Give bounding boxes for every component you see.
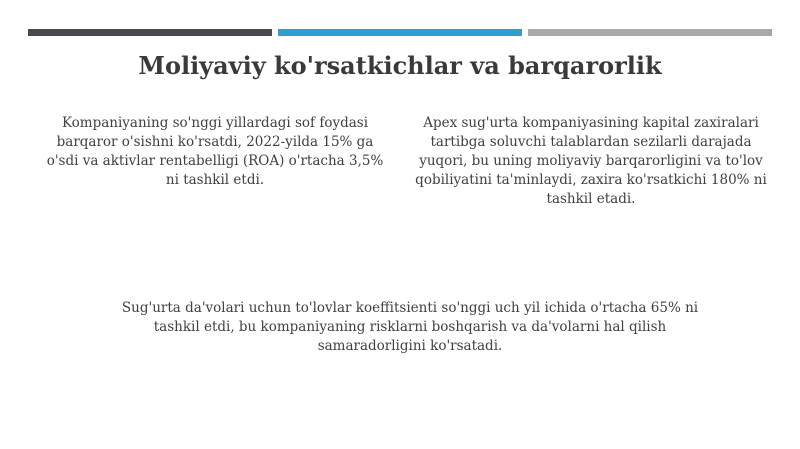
paragraph-claims-ratio: Sug'urta da'volari uchun to'lovlar koeffitsienti so'nggi uch yil ichida o'rtacha 65% ni tashkil etdi, bu kompaniyaning risklarni boshqarish va da'volarni hal qilish samaradorligini ko'rsatadi. bbox=[121, 300, 699, 354]
slide-title: Moliyaviy ko'rsatkichlar va barqarorlik bbox=[138, 51, 662, 80]
paragraph-net-profit: Kompaniyaning so'nggi yillardagi sof foydasi barqaror o'sishni ko'rsatdi, 2022-yilda 15% ga o'sdi va aktivlar rentabelligi (ROA) o'rtacha 3,5% ni tashkil etdi. bbox=[46, 115, 384, 188]
paragraph-capital-reserves: Apex sug'urta kompaniyasining kapital zaxiralari tartibga soluvchi talablardan sezilarli darajada yuqori, bu uning moliyaviy barqarorligini va to'lov qobiliyatini ta'minlaydi, zaxira ko'rsatkichi 180% ni tashkil etadi. bbox=[415, 115, 767, 207]
accent-bar-gray bbox=[528, 29, 772, 36]
accent-bar-dark bbox=[28, 29, 272, 36]
header-accent-bars bbox=[28, 29, 772, 37]
accent-bar-blue bbox=[278, 29, 522, 36]
